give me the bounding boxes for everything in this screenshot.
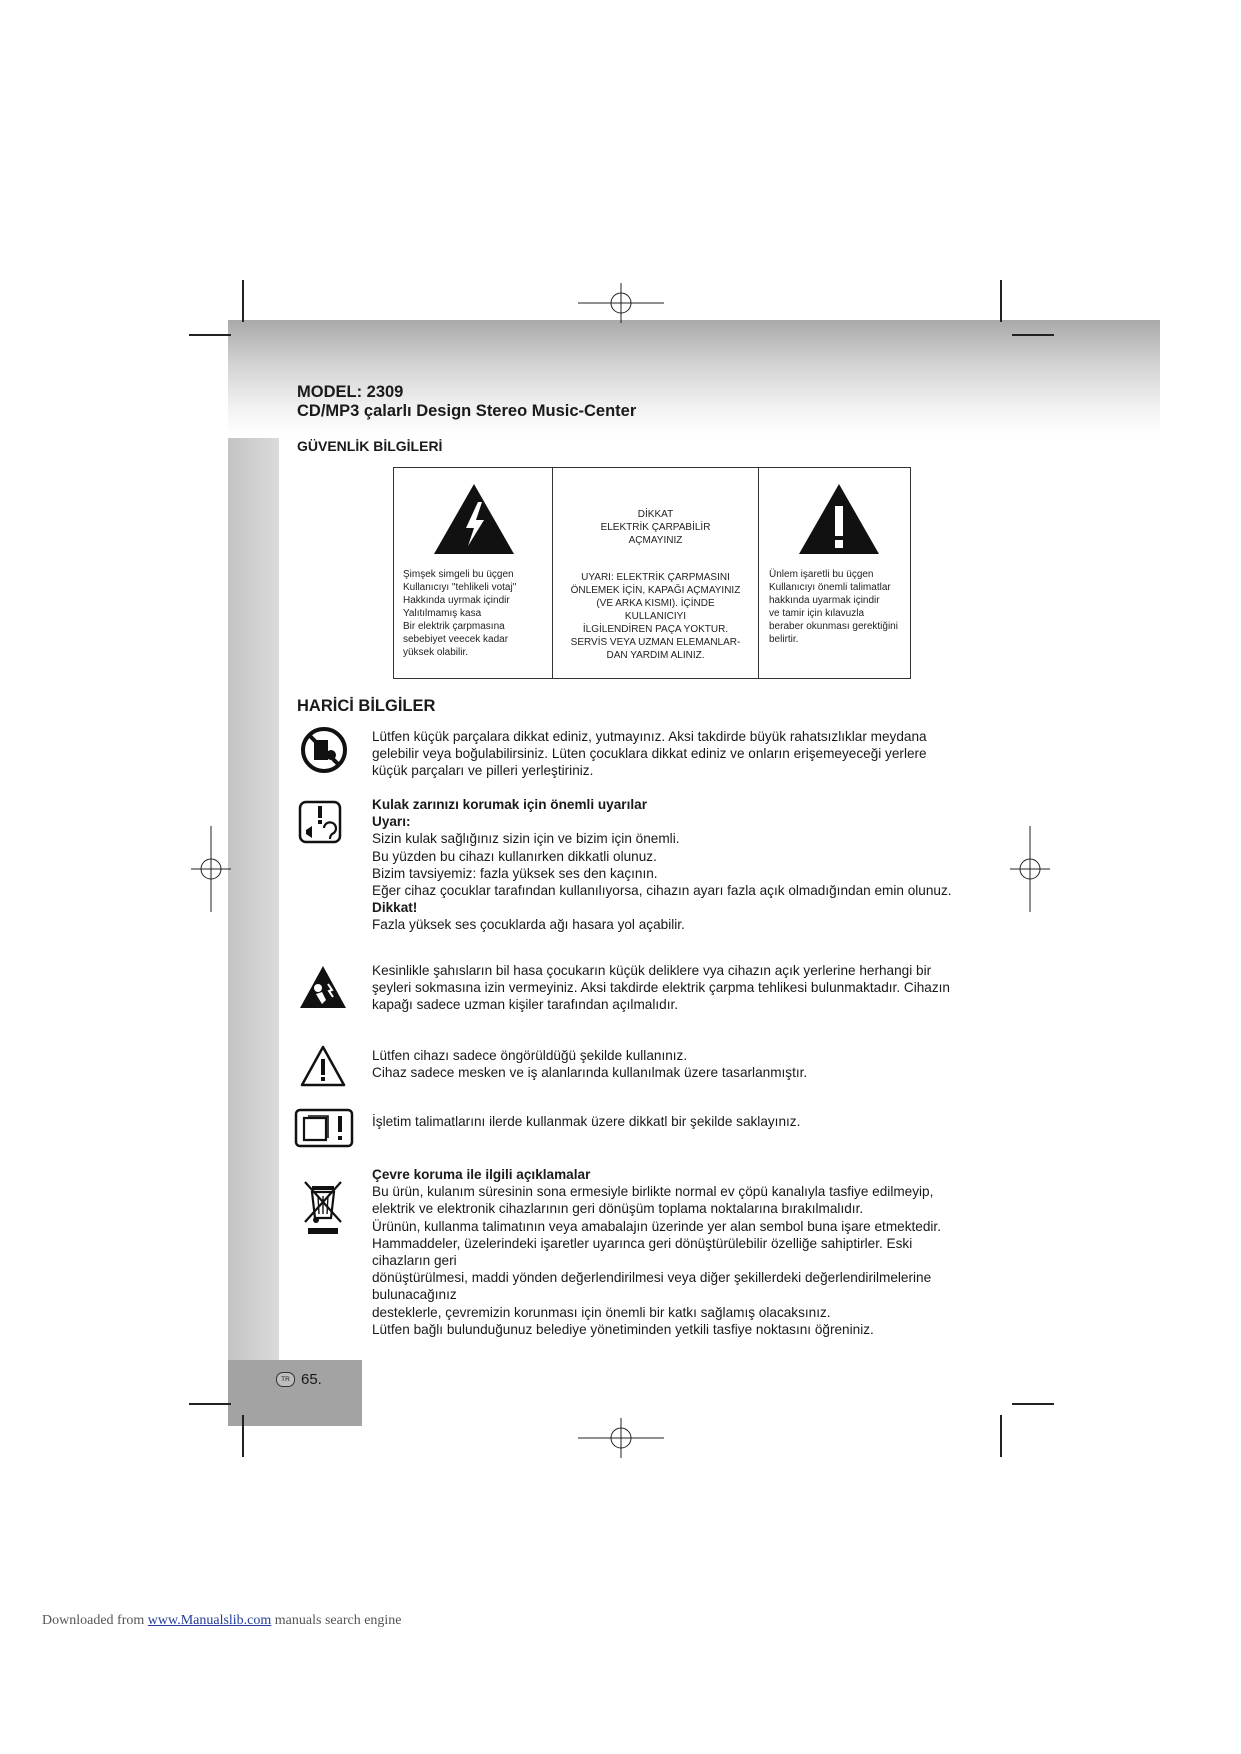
environment-text bbox=[372, 1166, 992, 1338]
caution-triangle-icon bbox=[300, 1044, 346, 1088]
openings-text bbox=[372, 962, 992, 1014]
electric-shock-icon bbox=[298, 964, 348, 1010]
page-number-area bbox=[276, 1371, 322, 1388]
text-line: Kesinlikle şahısların bil hasa çocukarın küçük deliklere vya cihazın açık yerlerine herhangi bir bbox=[372, 963, 932, 978]
text-line: Lütfen küçük parçalara dikkat ediniz, yutmayınız. Aksi takdirde büyük rahatsızlıklar meydana bbox=[372, 729, 927, 744]
center-bottom-text bbox=[553, 571, 758, 662]
cell-line: Kullanıcıyı önemli talimatlar bbox=[769, 582, 891, 593]
center-top-text bbox=[553, 508, 758, 547]
download-prefix: Downloaded from bbox=[42, 1613, 145, 1628]
cell-line: hakkında uyarmak içindir bbox=[769, 595, 880, 606]
crop-mark bbox=[1012, 1403, 1054, 1405]
text-line: gelebilir veya boğulabilirsiniz. Lüten çocuklara dikkat ediniz ve onların erişemeyeceği yerlere bbox=[372, 746, 927, 762]
footer-block bbox=[228, 1360, 362, 1426]
external-heading: HARİCİ BİLGİLER bbox=[297, 697, 436, 715]
small-parts-text bbox=[372, 728, 992, 780]
warning-cell-center bbox=[552, 468, 758, 678]
exclamation-triangle-icon bbox=[797, 482, 881, 556]
cell-line: Bir elektrik çarpmasına bbox=[403, 621, 505, 632]
hearing-text bbox=[372, 796, 992, 934]
text-line: Bu ürün, kulanım süresinin sona ermesiyle birlikte normal ev çöpü kanalıyla tasfiye edilmeyip, bbox=[372, 1184, 934, 1200]
hearing-warning-icon bbox=[298, 800, 342, 844]
crop-mark bbox=[1012, 334, 1054, 336]
cell-line: ve tamir için kılavuzla bbox=[769, 608, 865, 619]
cell-line: SERVİS VEYA UZMAN ELEMANLAR- bbox=[570, 637, 741, 648]
text-line: Lütfen bağlı bulunduğunuz belediye yönetiminden yetkili tasfiye noktasını öğreniniz. bbox=[372, 1321, 874, 1337]
usage-text bbox=[372, 1047, 992, 1081]
cell-line: sebebiyet veecek kadar bbox=[403, 634, 509, 645]
cell-line: İLGİLENDİREN PAÇA YOKTUR. bbox=[582, 624, 729, 635]
lightning-cell-text bbox=[403, 568, 516, 659]
text-line: şeyleri sokmasına izin vermeyiniz. Aksi takdirde elektrik çarpma tehlikesi bulunmaktadır. Cihazın bbox=[372, 980, 950, 996]
crop-mark bbox=[242, 1415, 244, 1457]
cell-line: (VE ARKA KISMI). İÇİNDE bbox=[596, 598, 715, 609]
warning-label: Uyarı: bbox=[372, 814, 411, 830]
crop-mark bbox=[189, 1403, 231, 1405]
text-line: Cihaz sadece mesken ve iş alanlarında kullanılmak üzere tasarlanmıştır. bbox=[372, 1065, 808, 1081]
no-small-parts-icon bbox=[300, 726, 348, 774]
caution-label: Dikkat! bbox=[372, 900, 418, 916]
model-subtitle: CD/MP3 çalarlı Design Stereo Music-Center bbox=[297, 402, 637, 420]
text-line: dönüştürülmesi, maddi yönden değerlendirilmesi veya diğer şekillerdeki değerlendirilmelerine bbox=[372, 1270, 932, 1286]
text-line: Bizim tavsiyemiz: fazla yüksek ses den kaçının. bbox=[372, 865, 658, 881]
cell-line: beraber okunması gerektiğini bbox=[769, 621, 898, 632]
side-bar bbox=[228, 438, 279, 1360]
text-line: Ürünün, kullanma talimatının veya amabalajın üzerinde yer alan sembol buna işare etmektedir. bbox=[372, 1218, 941, 1234]
text-line: cihazların geri bbox=[372, 1253, 457, 1269]
cell-line: ELEKTRİK ÇARPABİLİR bbox=[600, 522, 711, 533]
cell-line: Yalıtılmamış kasa bbox=[403, 608, 482, 619]
manual-text bbox=[372, 1113, 992, 1130]
text-line: Fazla yüksek ses çocuklarda ağı hasara yol açabilir. bbox=[372, 917, 685, 933]
warning-cell-lightning bbox=[394, 468, 552, 678]
cell-line: ÖNLEMEK İÇİN, KAPAĞI AÇMAYINIZ bbox=[570, 585, 741, 596]
crop-mark bbox=[189, 334, 231, 336]
manualslib-link[interactable]: www.Manualslib.com bbox=[147, 1613, 272, 1628]
registration-mark-icon bbox=[1010, 826, 1050, 912]
text-line: Bu yüzden bu cihazı kullanırken dikkatli olunuz. bbox=[372, 848, 657, 864]
model-title: MODEL: 2309 bbox=[297, 383, 404, 401]
text-line: Hammaddeler, üzelerindeki işaretler uyarınca geri dönüştürülebilir özelliğe sahiptirler. Eski bbox=[372, 1235, 913, 1251]
text-line: İşletim talimatlarını ilerde kullanmak üzere dikkatl bir şekilde saklayınız. bbox=[372, 1114, 801, 1129]
text-line: kapağı sadece uzman kişiler tarafından açılmalıdır. bbox=[372, 997, 679, 1013]
registration-mark-icon bbox=[578, 283, 664, 323]
text-line: Lütfen cihazı sadece öngörüldüğü şekilde kullanınız. bbox=[372, 1048, 688, 1063]
text-line: desteklerle, çevremizin korunması için önemli bir katkı sağlamış olacaksınız. bbox=[372, 1304, 831, 1320]
text-line: Sizin kulak sağlığınız sizin için ve bizim için önemli. bbox=[372, 831, 680, 847]
environment-title: Çevre koruma ile ilgili açıklamalar bbox=[372, 1167, 591, 1182]
cell-line: DAN YARDIM ALINIZ. bbox=[606, 650, 705, 661]
warning-table bbox=[393, 467, 911, 679]
lightning-triangle-icon bbox=[432, 482, 516, 556]
crop-mark bbox=[1000, 1415, 1002, 1457]
exclamation-cell-text bbox=[769, 568, 898, 646]
cell-line: AÇMAYINIZ bbox=[628, 535, 683, 546]
warning-cell-exclamation bbox=[758, 468, 910, 678]
cell-line: Şimşek simgeli bu üçgen bbox=[403, 569, 514, 580]
language-badge: TR bbox=[276, 1372, 295, 1387]
text-line: bulunacağınız bbox=[372, 1287, 457, 1303]
text-line: küçük parçaları ve pilleri yerleştiriniz. bbox=[372, 763, 594, 779]
weee-bin-icon bbox=[302, 1178, 344, 1236]
registration-mark-icon bbox=[191, 826, 231, 912]
cell-line: UYARI: ELEKTRİK ÇARPMASINI bbox=[581, 572, 730, 583]
crop-mark bbox=[1000, 280, 1002, 322]
cell-line: Ünlem işaretli bu üçgen bbox=[769, 569, 874, 580]
cell-line: belirtir. bbox=[769, 634, 799, 645]
cell-line: DİKKAT bbox=[637, 509, 674, 520]
cell-line: Kullanıcıyı "tehlikeli votaj" bbox=[403, 582, 517, 593]
safety-heading: GÜVENLİK BİLGİLERİ bbox=[297, 438, 443, 454]
download-note bbox=[42, 1613, 402, 1629]
text-line: Eğer cihaz çocuklar tarafından kullanılıyorsa, cihazın ayarı fazla açık olmadığından emin olunuz. bbox=[372, 883, 952, 899]
download-suffix: manuals search engine bbox=[274, 1613, 402, 1628]
text-line: elektrik ve elektronik cihazlarının geri dönüşüm toplama noktalarına bırakılmalıdır. bbox=[372, 1201, 864, 1217]
page-number: 65. bbox=[301, 1371, 322, 1388]
manual-book-icon bbox=[294, 1108, 354, 1148]
cell-line: yüksek olabilir. bbox=[403, 647, 469, 658]
cell-line: KULLANICIYI bbox=[624, 611, 687, 622]
crop-mark bbox=[242, 280, 244, 322]
cell-line: Hakkında uyrmak içindir bbox=[403, 595, 510, 606]
registration-mark-icon bbox=[578, 1418, 664, 1458]
hearing-title: Kulak zarınızı korumak için önemli uyarılar bbox=[372, 797, 647, 812]
